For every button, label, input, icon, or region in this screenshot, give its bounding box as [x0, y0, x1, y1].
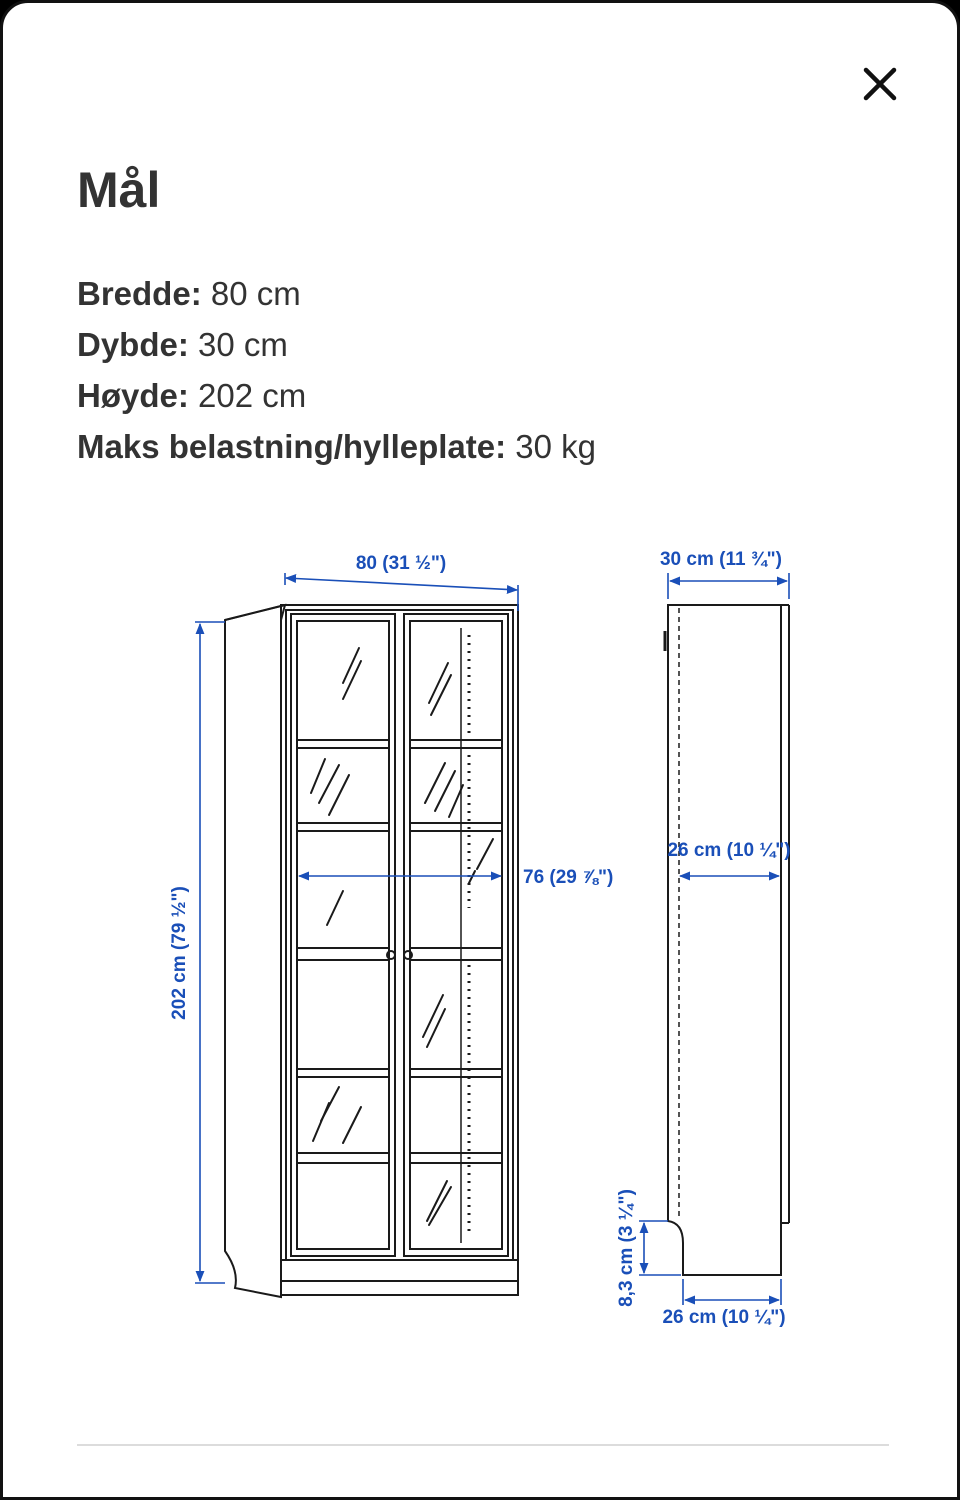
spec-label: Høyde: [77, 377, 189, 414]
section-divider [77, 1444, 889, 1446]
front-view [225, 605, 518, 1297]
side-view [665, 605, 789, 1275]
page-title: Mål [77, 162, 161, 218]
side-depth-label: 30 cm (11 ¾") [659, 549, 783, 570]
dimension-drawing [3, 523, 960, 1353]
close-button[interactable] [855, 59, 905, 109]
spec-label: Bredde: [77, 275, 202, 312]
dimension-lines [195, 573, 789, 1305]
spec-value: 30 cm [188, 326, 288, 363]
spec-value: 30 kg [506, 428, 597, 465]
inner-width-label: 76 (29 ⅞") [523, 867, 614, 888]
spec-height [77, 373, 596, 424]
glass-reflections [311, 648, 493, 1225]
spec-value: 202 cm [188, 377, 307, 414]
spec-value: 80 cm [201, 275, 301, 312]
plinth-depth-label: 26 cm (10 ¼") [662, 1307, 786, 1328]
spec-label: Dybde: [77, 326, 189, 363]
spec-max-load [77, 424, 596, 475]
side-inner-depth-label: 26 cm (10 ¼") [667, 840, 791, 861]
spec-label: Maks belastning/hylleplate: [77, 428, 507, 465]
front-width-label: 80 (31 ½") [355, 553, 447, 574]
height-label: 202 cm (79 ½") [169, 886, 190, 1020]
plinth-height-label: 8,3 cm (3 ¼") [616, 1189, 637, 1307]
spec-depth [77, 322, 596, 373]
spec-list [77, 271, 596, 475]
close-icon [862, 66, 898, 102]
spec-width [77, 271, 596, 322]
